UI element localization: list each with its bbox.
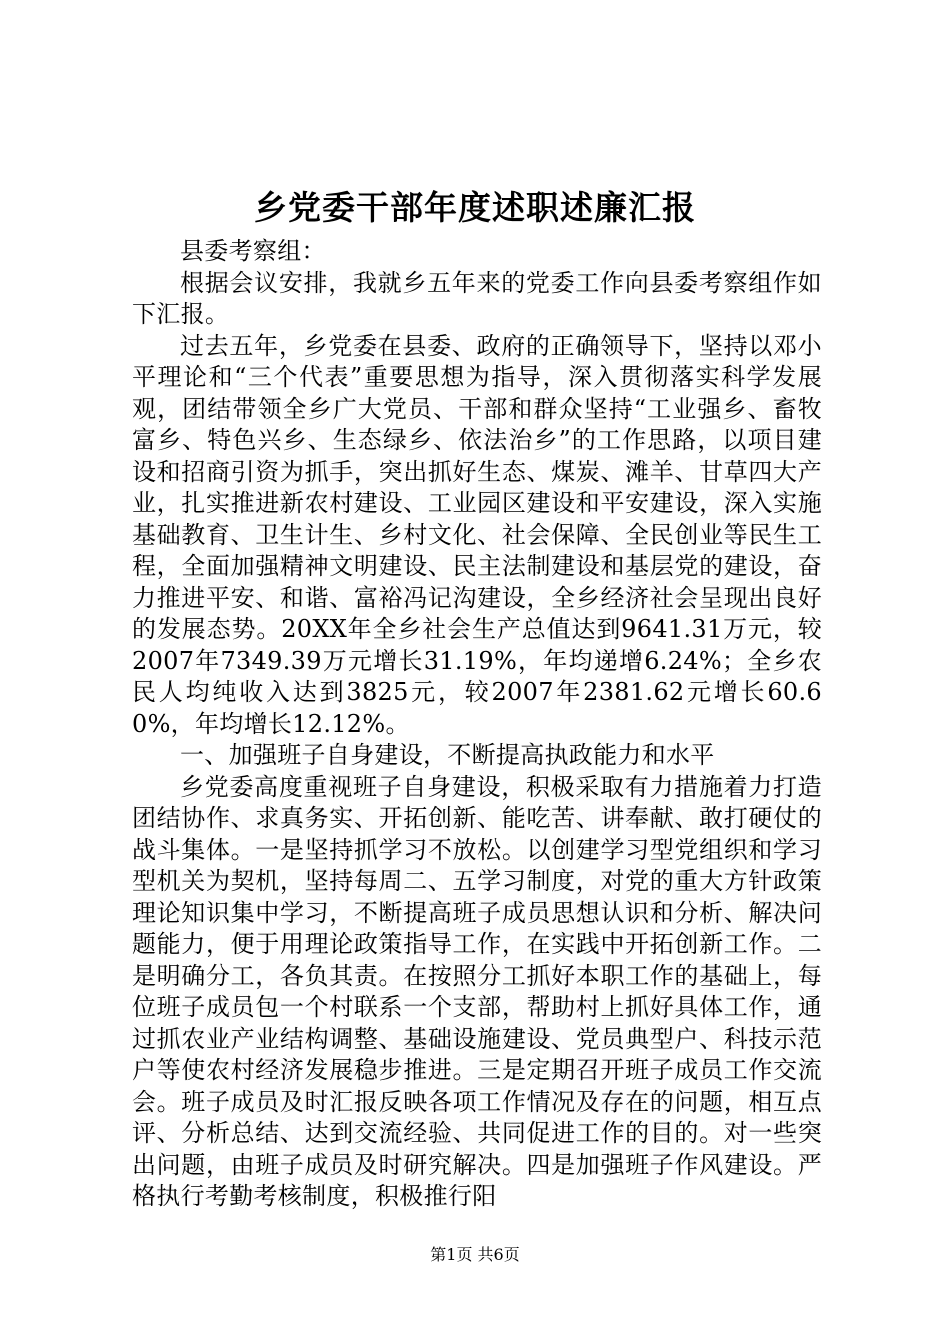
section-paragraph: 乡党委高度重视班子自身建设，积极采取有力措施着力打造团结协作、求真务实、开拓创新、能吃苦、讲奉献、敢打硬仗的战斗集体。一是坚持抓学习不放松。以创建学习型党组织和学习型机关为契机，坚持每周二、五学习制度，对党的重大方针政策理论知识集中学习，不断提高班子成员思想认识和分析、解决问题能力，便于用理论政策指导工作，在实践中开拓创新工作。二是明确分工，各负其责。在按照分工抓好本职工作的基础上，每位班子成员包一个村联系一个支部，帮助村上抓好具体工作，通过抓农业产业结构调整、基础设施建设、党员典型户、科技示范户等使农村经济发展稳步推进。三是定期召开班子成员工作交流会。班子成员及时汇报反映各项工作情况及存在的问题，相互点评、分析总结、达到交流经验、共同促进工作的目的。对一些突出问题，由班子成员及时研究解决。四是加强班子作风建设。严格执行考勤考核制度，积极推行阳 bbox=[132, 772, 822, 1210]
section-heading: 一、加强班子自身建设，不断提高执政能力和水平 bbox=[180, 741, 715, 769]
intro-paragraph: 根据会议安排，我就乡五年来的党委工作向县委考察组作如下汇报。 bbox=[132, 268, 822, 328]
document-body bbox=[132, 236, 822, 1213]
salutation-paragraph: 县委考察组： bbox=[180, 237, 326, 265]
summary-paragraph: 过去五年，乡党委在县委、政府的正确领导下，坚持以邓小平理论和“三个代表”重要思想为指导，深入贯彻落实科学发展观，团结带领全乡广大党员、干部和群众坚持“工业强乡、畜牧富乡、特色兴乡、生态绿乡、依法治乡”的工作思路，以项目建设和招商引资为抓手，突出抓好生态、煤炭、滩羊、甘草四大产业，扎实推进新农村建设、工业园区建设和平安建设，深入实施基础教育、卫生计生、乡村文化、社会保障、全民创业等民生工程，全面加强精神文明建设、民主法制建设和基层党的建设，奋力推进平安、和谐、富裕冯记沟建设，全乡经济社会呈现出良好的发展态势。20XX年全乡社会生产总值达到9641.31万元，较2007年7349.39万元增长31.19%，年均递增6.24%；全乡农民人均纯收入达到3825元，较2007年2381.62元增长60.60%，年均增长12.12%。 bbox=[132, 331, 822, 738]
document-title: 乡党委干部年度述职述廉汇报 bbox=[254, 188, 696, 227]
page-footer: 第1页 共6页 bbox=[430, 1245, 520, 1264]
